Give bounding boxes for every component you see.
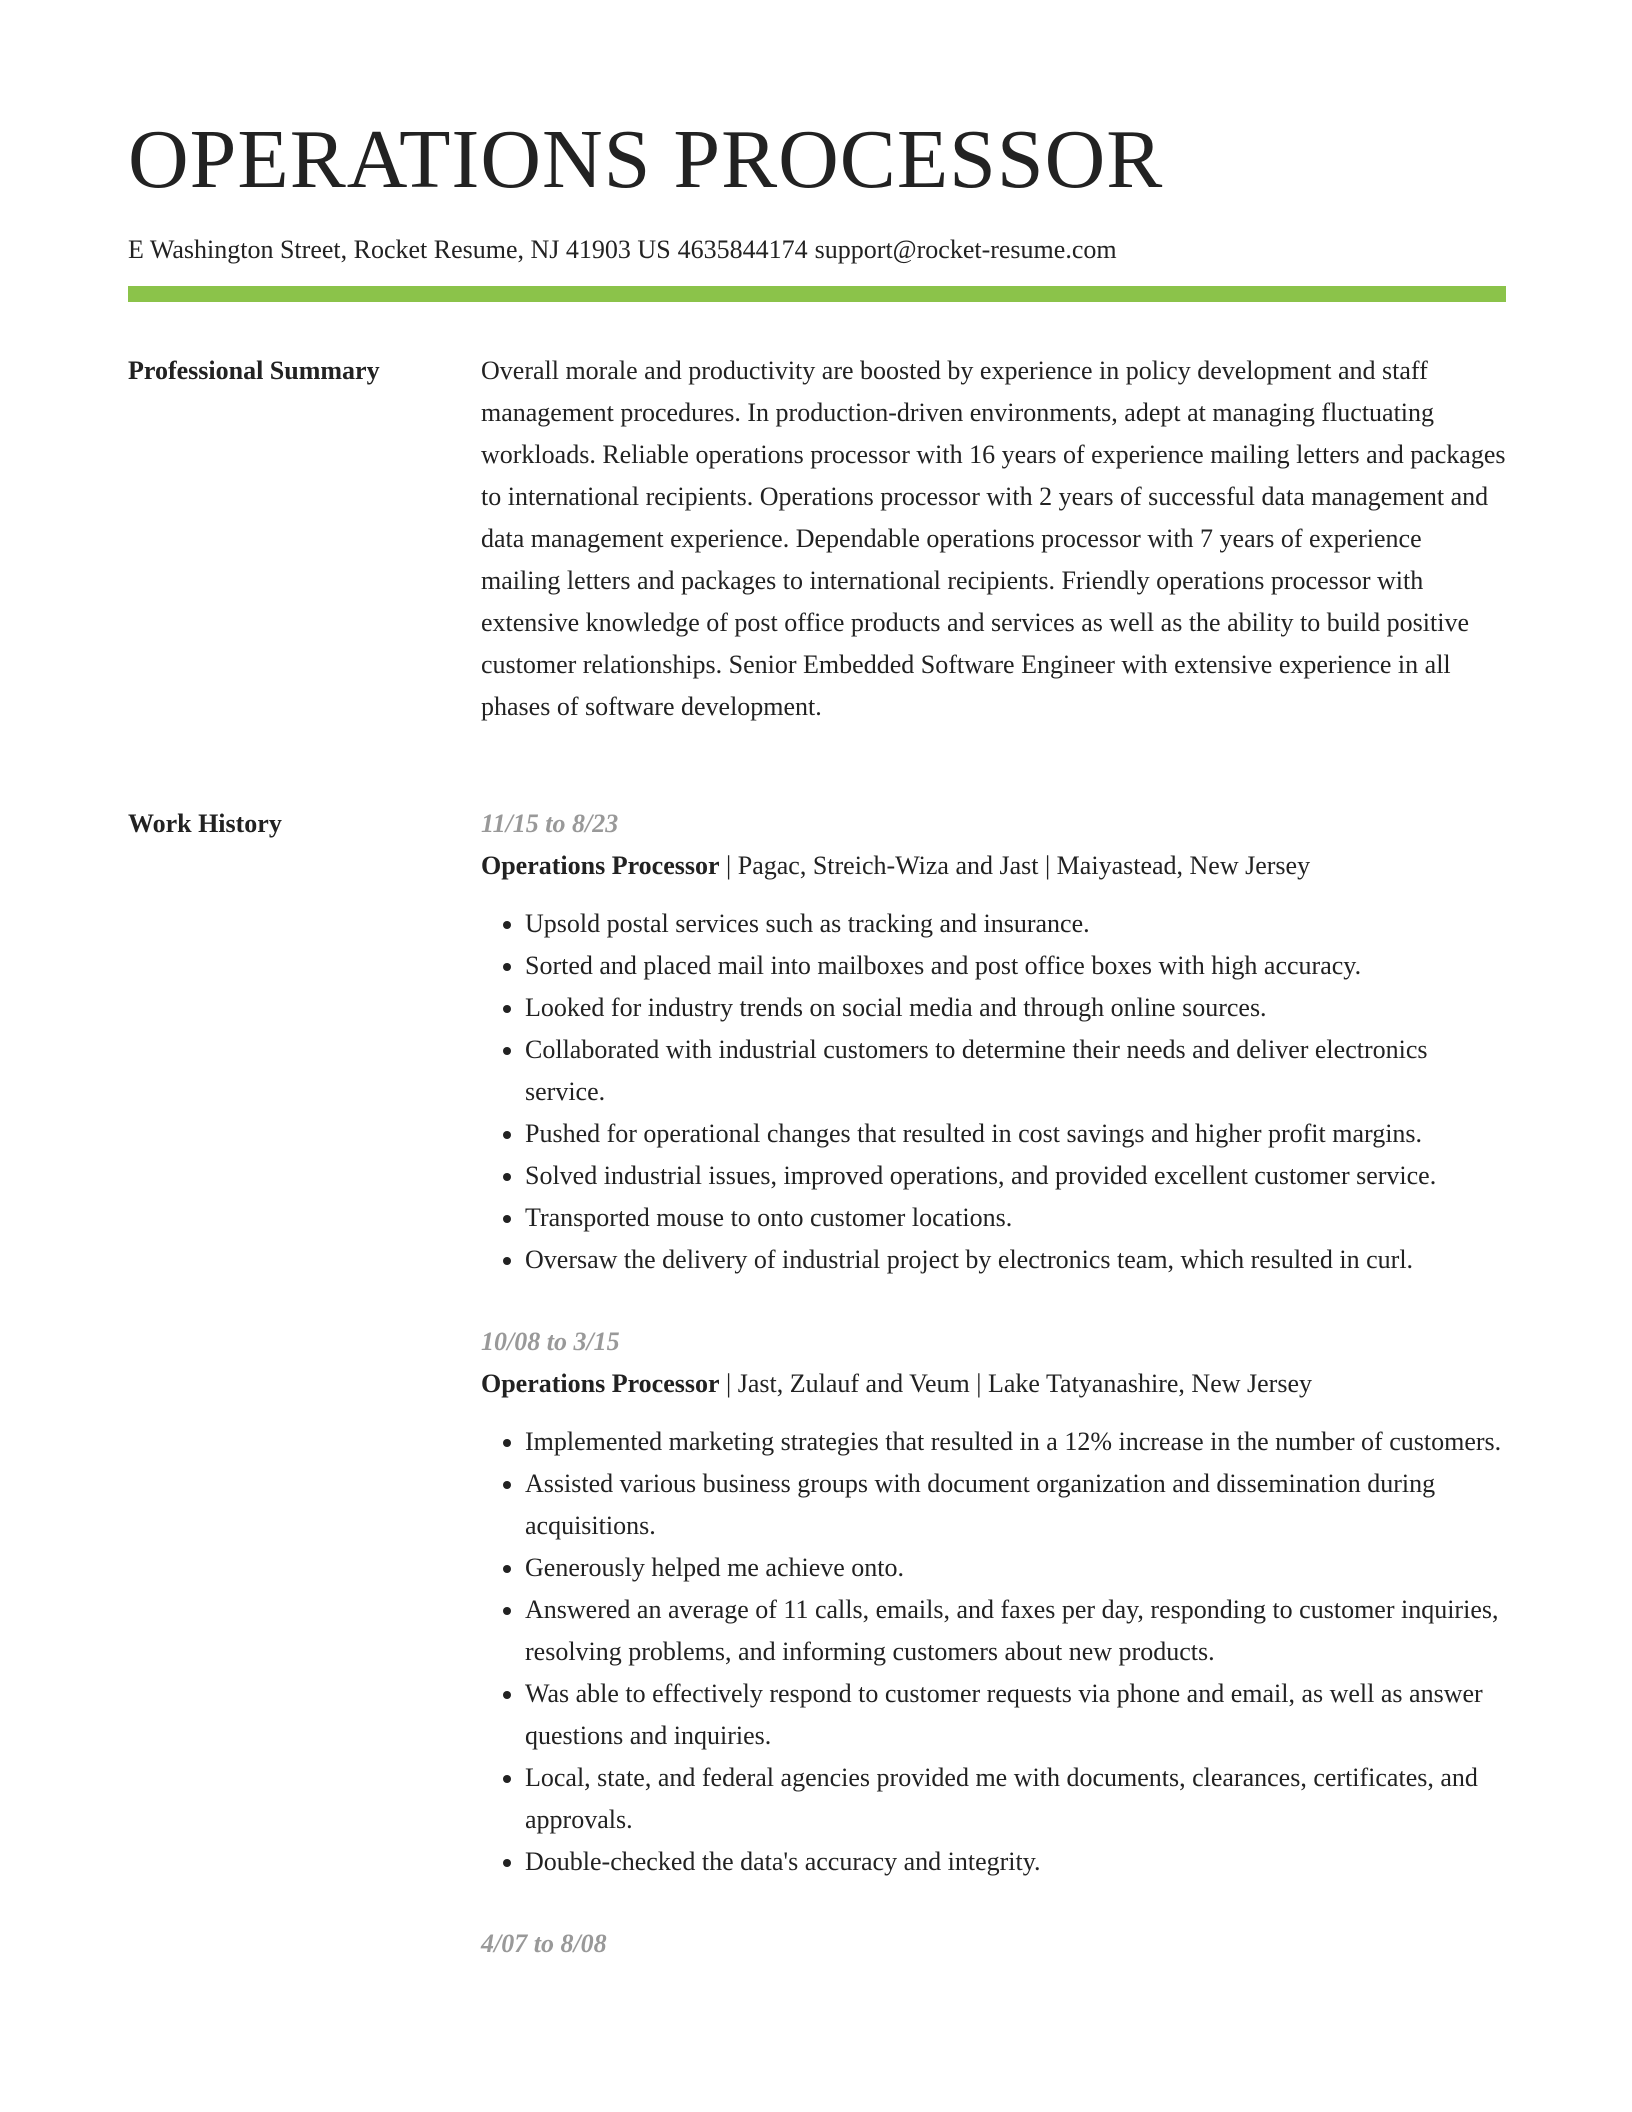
contact-line: [128, 232, 1124, 268]
job-bullet: • Sorted and placed mail into mailboxes and post office boxes with high accuracy.: [525, 945, 1506, 987]
job-company-location: | Pagac, Streich-Wiza and Jast | Maiyastead, New Jersey: [719, 851, 1311, 880]
job-dates: 10/08 to 3/15: [481, 1327, 620, 1356]
job-bullet: • Solved industrial issues, improved operations, and provided excellent customer service.: [525, 1155, 1506, 1197]
job-entry: [481, 1923, 1506, 1965]
contact-email: support@rocket-resume.com: [814, 235, 1117, 264]
header-divider: [128, 286, 1506, 302]
job-bullet: • Collaborated with industrial customers to determine their needs and deliver electronics service.: [525, 1029, 1506, 1113]
job-bullet: • Generously helped me achieve onto.: [525, 1547, 1506, 1589]
job-bullet: • Answered an average of 11 calls, emails, and faxes per day, responding to customer inquiries, resolving problems, and informing customers about new products.: [525, 1589, 1506, 1673]
job-entry: [481, 803, 1506, 1281]
job-bullet: • Transported mouse to onto customer locations.: [525, 1197, 1506, 1239]
job-bullet: • Upsold postal services such as tracking and insurance.: [525, 903, 1506, 945]
job-bullet: • Local, state, and federal agencies provided me with documents, clearances, certificates, and approvals.: [525, 1757, 1506, 1841]
job-title: Operations Processor: [481, 1369, 720, 1398]
job-entry: [481, 1321, 1506, 1883]
job-bullet: • Was able to effectively respond to customer requests via phone and email, as well as answer questions and inquiries.: [525, 1673, 1506, 1757]
job-bullet: • Pushed for operational changes that resulted in cost savings and higher profit margins.: [525, 1113, 1506, 1155]
job-title-line: [481, 845, 1506, 887]
summary-body: [481, 350, 1506, 728]
work-history-heading: Work History: [128, 809, 282, 838]
contact-phone: 4635844174: [677, 235, 808, 264]
job-bullet: • Implemented marketing strategies that resulted in a 12% increase in the number of customers.: [525, 1421, 1506, 1463]
job-dates: 4/07 to 8/08: [481, 1929, 607, 1958]
summary-heading: Professional Summary: [128, 356, 380, 385]
job-bullet: • Double-checked the data's accuracy and integrity.: [525, 1841, 1506, 1883]
job-bullet-list: [481, 903, 1506, 1281]
work-history-body: [481, 803, 1506, 2005]
job-title: Operations Processor: [481, 851, 720, 880]
summary-text: Overall morale and productivity are boosted by experience in policy development and staff management procedures. In production-driven environments, adept at managing fluctuating workloads. Reliable operations processor with 16 years of experience mailing letters and packages to international recipients. Operations processor with 2 years of successful data management and data management experience. Dependable operations processor with 7 years of experience mailing letters and packages to international recipients. Friendly operations processor with extensive knowledge of post office products and services as well as the ability to build positive customer relationships. Senior Embedded Software Engineer with extensive experience in all phases of software development.: [481, 356, 1506, 721]
job-bullet-list: [481, 1421, 1506, 1883]
contact-address: E Washington Street, Rocket Resume, NJ 41903 US: [128, 235, 671, 264]
job-bullet: • Oversaw the delivery of industrial project by electronics team, which resulted in curl.: [525, 1239, 1506, 1281]
job-bullet: • Assisted various business groups with document organization and dissemination during acquisitions.: [525, 1463, 1506, 1547]
job-bullet: • Looked for industry trends on social media and through online sources.: [525, 987, 1506, 1029]
job-dates: 11/15 to 8/23: [481, 809, 619, 838]
resume-name: OPERATIONS PROCESSOR: [128, 113, 1164, 206]
job-title-line: [481, 1363, 1506, 1405]
job-company-location: | Jast, Zulauf and Veum | Lake Tatyanashire, New Jersey: [719, 1369, 1312, 1398]
